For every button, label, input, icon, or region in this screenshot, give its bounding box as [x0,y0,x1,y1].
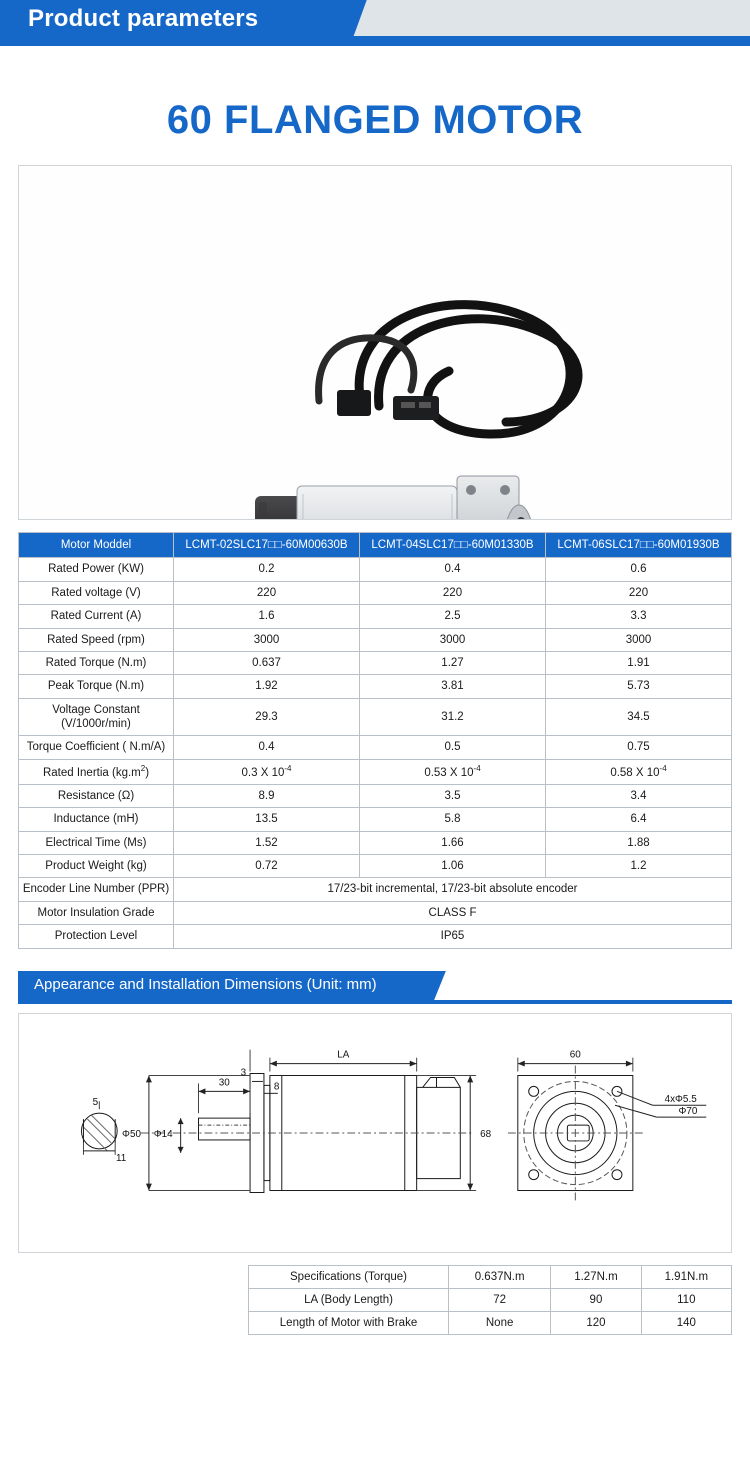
sub-banner-underline [18,1000,732,1004]
row-value: 1.92 [174,675,360,698]
row-value: 34.5 [546,698,732,736]
row-value: 1.27 [360,651,546,674]
col-header-model-2: LCMT-04SLC17□□-60M01330B [360,533,546,558]
table-row [19,628,732,651]
row-value: 1.6 [174,605,360,628]
row-value: 120 [551,1311,641,1334]
dim-LA-label: LA [337,1049,350,1061]
row-label: Electrical Time (Ms) [19,831,174,854]
row-label: Rated Speed (rpm) [19,628,174,651]
row-value: 3.5 [360,784,546,807]
table-row [19,808,732,831]
bottom-spacer [0,1335,750,1369]
row-value: 0.72 [174,855,360,878]
row-label: Resistance (Ω) [19,784,174,807]
row-value: 0.637 [174,651,360,674]
row-value: 90 [551,1288,641,1311]
servo-motor-photo [19,166,731,519]
dim-30-label: 30 [218,1076,230,1088]
dimension-drawing [19,1014,732,1252]
holes-label: 4xΦ5.5 [664,1093,697,1105]
row-value: 110 [641,1288,731,1311]
key-5-label: 5 [92,1096,99,1108]
row-value: 0.58 X $10^{-4}$ [546,759,732,784]
table-row [19,651,732,674]
page-header-banner [0,0,750,46]
table-row [19,901,732,924]
table-row [249,1288,732,1311]
la-dimensions-table [248,1265,732,1335]
pilot-label: Φ70 [678,1105,698,1117]
row-value: 6.4 [546,808,732,831]
row-value: 3.4 [546,784,732,807]
row-label: Motor Insulation Grade [19,901,174,924]
dimension-drawing-frame [18,1013,732,1253]
dimensions-section-banner [18,971,732,1005]
row-value: 140 [641,1311,731,1334]
row-value: 0.3 X $10^{-4}$ [174,759,360,784]
table-row [19,925,732,948]
row-value: 220 [174,581,360,604]
dim-3-label: 3 [240,1067,247,1079]
row-value: 0.637N.m [449,1265,551,1288]
row-value: 0.4 [360,558,546,581]
table-header-row [19,533,732,558]
table-row [249,1265,732,1288]
row-value: 31.2 [360,698,546,736]
row-label: Encoder Line Number (PPR) [19,878,174,901]
product-main-title: 60 FLANGED MOTOR [166,98,584,142]
dim-68-label: 68 [480,1128,492,1140]
row-value: 5.73 [546,675,732,698]
row-label: Voltage Constant (V/1000r/min) [19,698,174,736]
row-label: Product Weight (kg) [19,855,174,878]
table-row [19,736,732,759]
row-value: 0.6 [546,558,732,581]
row-label: Length of Motor with Brake [249,1311,449,1334]
row-value: 3000 [546,628,732,651]
row-label: Specifications (Torque) [249,1265,449,1288]
row-label: Torque Coefficient ( N.m/A) [19,736,174,759]
product-photo-frame [18,165,732,520]
dimensions-section-title: Appearance and Installation Dimensions (Unit: mm) [34,975,377,993]
row-value: 0.75 [546,736,732,759]
row-label: Rated Power (KW) [19,558,174,581]
row-label: Peak Torque (N.m) [19,675,174,698]
row-value: 1.88 [546,831,732,854]
row-value-merged: 17/23-bit incremental, 17/23-bit absolute encoder [174,878,732,901]
row-value: 1.66 [360,831,546,854]
row-value: 1.2 [546,855,732,878]
col-header-model-1: LCMT-02SLC17□□-60M00630B [174,533,360,558]
row-value: 13.5 [174,808,360,831]
row-label: LA (Body Length) [249,1288,449,1311]
row-label: Rated Torque (N.m) [19,651,174,674]
row-value: 8.9 [174,784,360,807]
row-label: Rated Inertia $(kg.m^2)$ [19,759,174,784]
table-row [249,1311,732,1334]
row-label: Inductance (mH) [19,808,174,831]
motor-spec-table [18,532,732,949]
row-value: 2.5 [360,605,546,628]
row-value: 1.91 [546,651,732,674]
row-value: 1.27N.m [551,1265,641,1288]
row-value: 220 [360,581,546,604]
table-row [19,605,732,628]
table-row [19,784,732,807]
page-title: Product parameters [28,5,259,32]
row-value: 1.52 [174,831,360,854]
table-row [19,581,732,604]
dim-60-label: 60 [569,1049,581,1061]
table-row [19,855,732,878]
col-header-model-3: LCMT-06SLC17□□-60M01930B [546,533,732,558]
row-value: 3000 [174,628,360,651]
table-row [19,878,732,901]
row-value: 0.2 [174,558,360,581]
table-row [19,698,732,736]
row-label: Protection Level [19,925,174,948]
table-row [19,759,732,784]
row-value: 0.53 X $10^{-4}$ [360,759,546,784]
row-value: 1.91N.m [641,1265,731,1288]
row-value: 220 [546,581,732,604]
row-value-merged: IP65 [174,925,732,948]
row-value: 3.3 [546,605,732,628]
header-blue-underline [0,36,750,46]
row-value: 3.81 [360,675,546,698]
table-row [19,831,732,854]
row-value: 5.8 [360,808,546,831]
row-value-merged: CLASS F [174,901,732,924]
col-header-model: Motor Moddel [19,533,174,558]
row-label: Rated voltage (V) [19,581,174,604]
row-value: None [449,1311,551,1334]
key-11-label: 11 [115,1152,127,1164]
table-row [19,675,732,698]
row-value: 3000 [360,628,546,651]
row-value: 72 [449,1288,551,1311]
dim-phi14-label: Φ14 [153,1128,173,1140]
row-value: 0.4 [174,736,360,759]
row-value: 1.06 [360,855,546,878]
dim-phi50-label: Φ50 [122,1128,141,1140]
row-value: 0.5 [360,736,546,759]
row-value: 29.3 [174,698,360,736]
row-label: Rated Current (A) [19,605,174,628]
dim-8-label: 8 [273,1080,280,1092]
table-row [19,558,732,581]
